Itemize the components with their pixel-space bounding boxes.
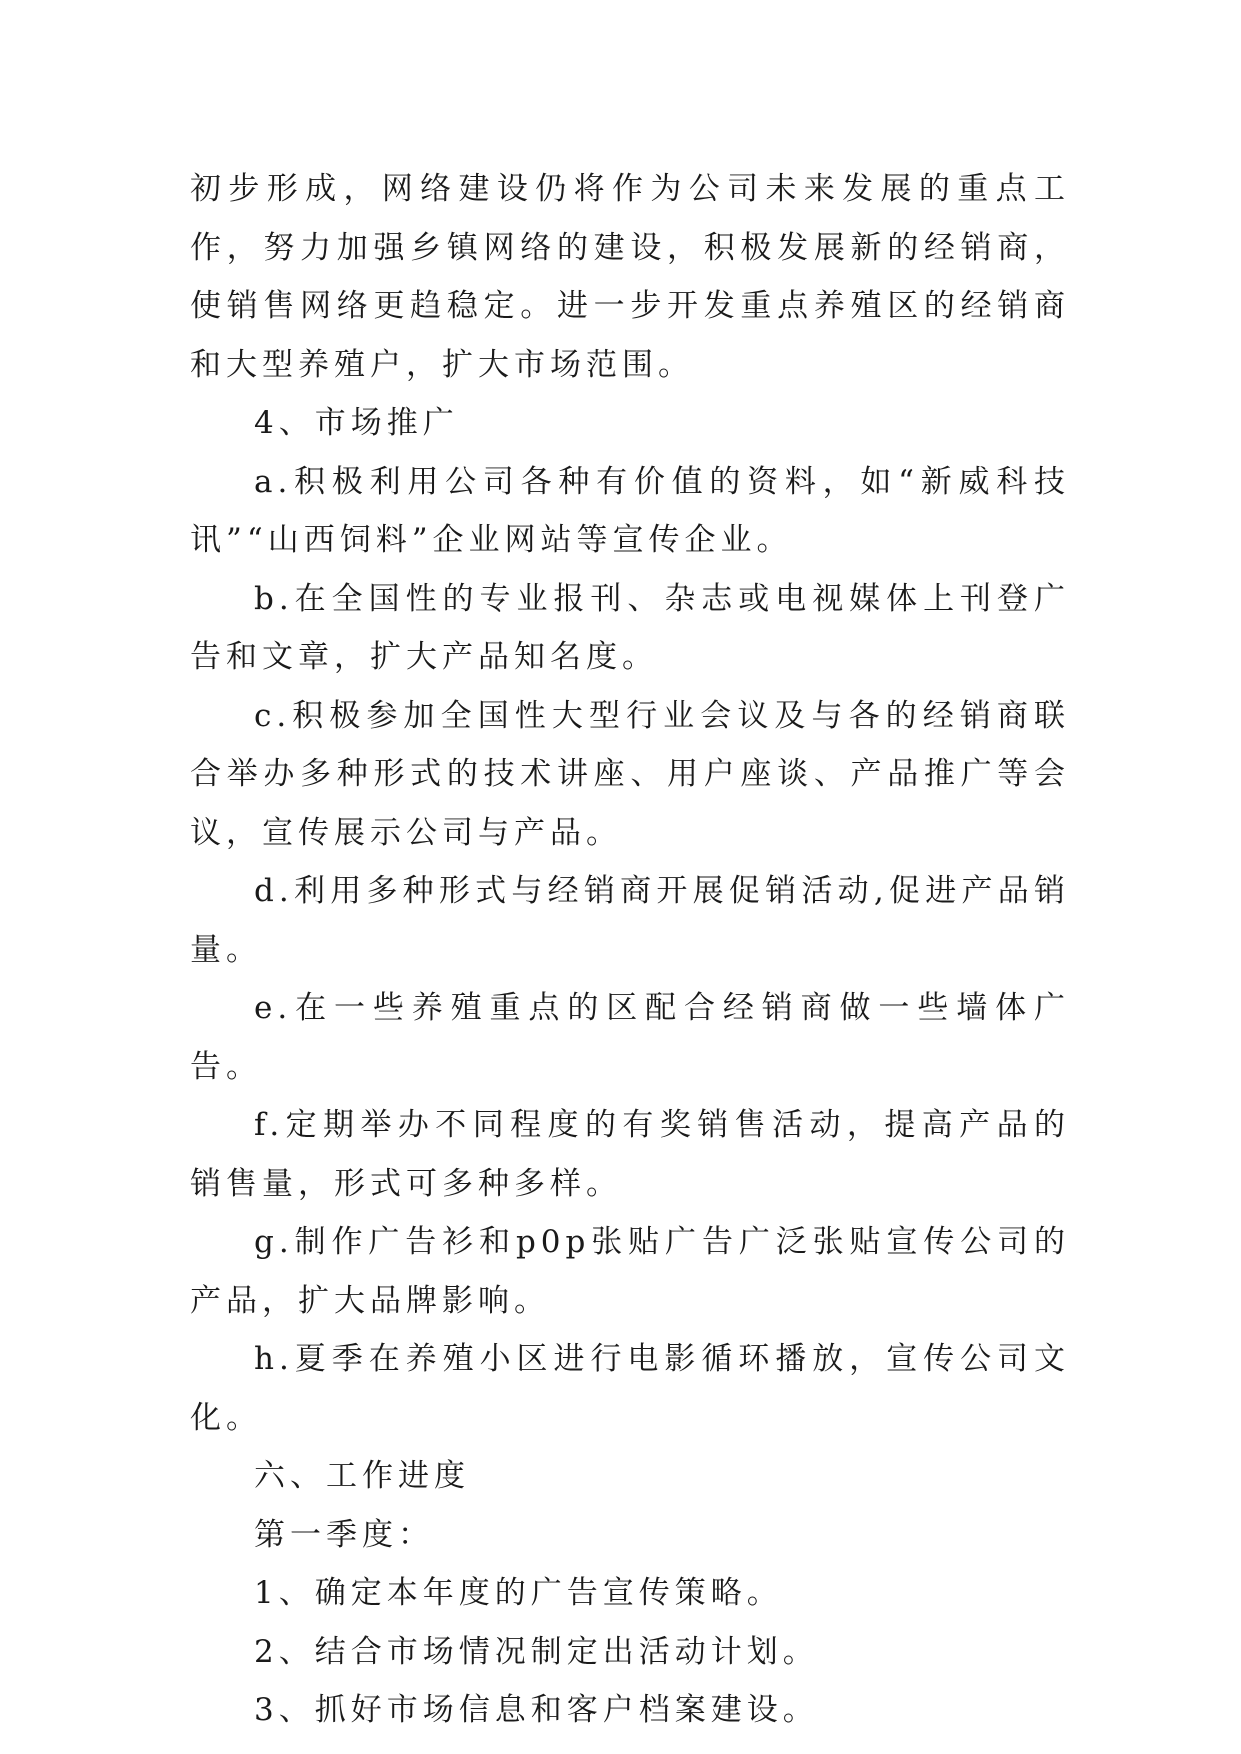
heading-market-promotion: 4、市场推广: [254, 405, 459, 441]
list-item-f: f.定期举办不同程度的有奖销售活动，提高产品的销售量，形式可多种多样。: [190, 1107, 1070, 1202]
list-item-a: a.积极利用公司各种有价值的资料，如“新威科技讯”“山西饲料”企业网站等宣传企业。: [190, 463, 1070, 558]
paragraph-network-building: 初步形成，网络建设仍将作为公司未来发展的重点工作，努力加强乡镇网络的建设，积极发展新的经销商，使销售网络更趋稳定。进一步开发重点养殖区的经销商和大型养殖户，扩大市场范围。: [190, 171, 1070, 383]
list-item-e: e.在一些养殖重点的区配合经销商做一些墙体广告。: [190, 990, 1070, 1085]
schedule-item-2: 2、结合市场情况制定出活动计划。: [254, 1633, 819, 1670]
list-item-c: c.积极参加全国性大型行业会议及与各的经销商联合举办多种形式的技术讲座、用户座谈、产品推广等会议，宣传展示公司与产品。: [190, 697, 1070, 851]
list-item-h: h.夏季在养殖小区进行电影循环播放，宣传公司文化。: [190, 1341, 1070, 1436]
heading-first-quarter: 第一季度：: [254, 1516, 434, 1553]
schedule-item-3: 3、抓好市场信息和客户档案建设。: [254, 1692, 819, 1728]
document-body: [190, 160, 1070, 1740]
heading-work-schedule: 六、工作进度: [254, 1458, 470, 1494]
list-item-d: d.利用多种形式与经销商开展促销活动,促进产品销量。: [190, 873, 1070, 968]
list-item-g: g.制作广告衫和p0p张贴广告广泛张贴宣传公司的产品，扩大品牌影响。: [190, 1224, 1070, 1319]
schedule-item-1: 1、确定本年度的广告宣传策略。: [254, 1575, 783, 1611]
list-item-b: b.在全国性的专业报刊、杂志或电视媒体上刊登广告和文章，扩大产品知名度。: [190, 580, 1070, 675]
